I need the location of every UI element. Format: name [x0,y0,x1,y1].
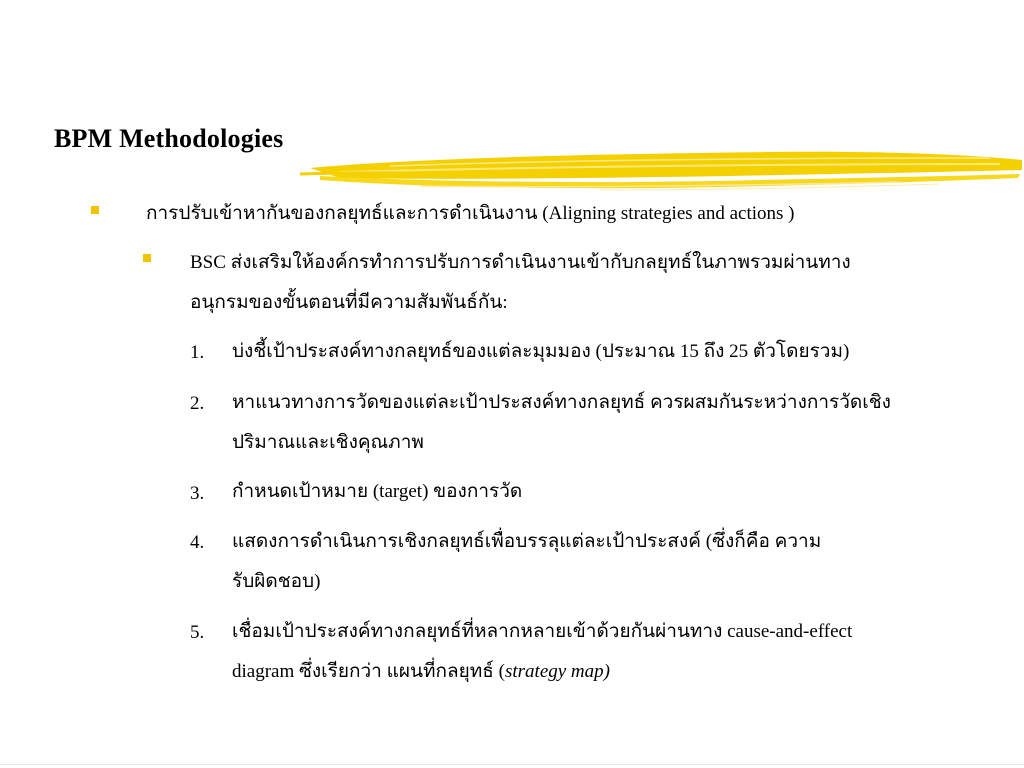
level1-english: (Aligning strategies and actions ) [542,203,795,224]
footer-divider [0,764,1024,765]
item-1-number: 1. [190,342,205,363]
item-4-line1: แสดงการดำเนินการเชิงกลยุทธ์เพื่อบรรลุแต่ละเป้าประสงค์ (ซึ่งก็คือ ความ [232,531,822,552]
item-2-line1: หาแนวทางการวัดของแต่ละเป้าประสงค์ทางกลยุทธ์ ควรผสมกันระหว่างการวัดเชิง [232,392,891,413]
item-3-line1: กำหนดเป้าหมาย (target) ของการวัด [232,481,523,502]
item-2-number: 2. [190,393,205,414]
item-5-number: 5. [190,622,205,643]
level1-thai: การปรับเข้าหากันของกลยุทธ์และการดำเนินงาน [146,203,538,224]
item-5-line1: เชื่อมเป้าประสงค์ทางกลยุทธ์ที่หลากหลายเข้าด้วยกันผ่านทาง cause-and-effect [232,621,853,642]
slide-title: BPM Methodologies [54,124,284,153]
item-5-line2-italic: strategy map) [504,661,610,682]
level1-text [146,204,794,223]
item-3-number: 3. [190,483,205,504]
level2-line1: BSC ส่งเสริมให้องค์กรทำการปรับการดำเนินงานเข้ากับกลยุทธ์ในภาพรวมผ่านทาง [190,252,851,273]
item-2-line2: ปริมาณและเชิงคุณภาพ [232,432,424,453]
level2-bullet-icon [143,254,151,262]
level2-line2: อนุกรมของขั้นตอนที่มีความสัมพันธ์กัน: [190,292,508,313]
item-5-line2 [232,662,610,681]
item-5-line2-text: diagram ซึ่งเรียกว่า แผนที่กลยุทธ์ ( [232,661,505,682]
item-4-number: 4. [190,532,205,553]
level1-bullet-icon [91,206,99,214]
yellow-brush-stroke-decoration [300,146,1024,192]
item-1-line1: บ่งชี้เป้าประสงค์ทางกลยุทธ์ของแต่ละมุมมอง (ประมาณ 15 ถึง 25 ตัวโดยรวม) [232,341,850,362]
item-4-line2: รับผิดชอบ) [232,571,321,592]
